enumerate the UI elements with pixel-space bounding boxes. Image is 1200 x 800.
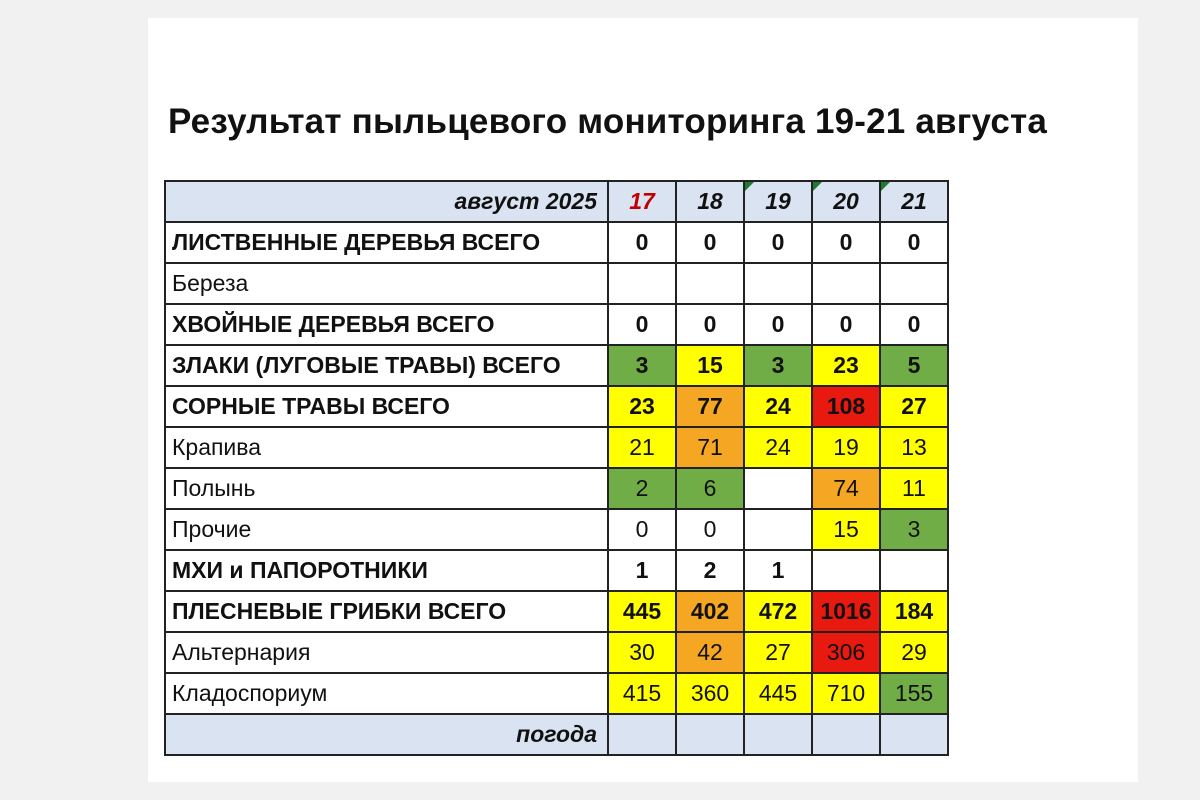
table-row	[165, 345, 948, 386]
value-cell: 27	[744, 632, 812, 673]
value-cell: 30	[608, 632, 676, 673]
row-label: Альтернария	[165, 632, 608, 673]
value-cell: 3	[608, 345, 676, 386]
value-cell: 3	[744, 345, 812, 386]
value-cell: 0	[880, 304, 948, 345]
value-cell	[744, 263, 812, 304]
value-cell: 0	[608, 304, 676, 345]
row-label: Кладоспориум	[165, 673, 608, 714]
row-label: МХИ и ПАПОРОТНИКИ	[165, 550, 608, 591]
table-row	[165, 222, 948, 263]
value-cell: 0	[676, 304, 744, 345]
value-cell	[608, 263, 676, 304]
value-cell: 15	[812, 509, 880, 550]
weather-row	[165, 714, 948, 755]
value-cell: 24	[744, 386, 812, 427]
value-cell: 23	[608, 386, 676, 427]
row-label: ЗЛАКИ (ЛУГОВЫЕ ТРАВЫ) ВСЕГО	[165, 345, 608, 386]
day-header-19: 19	[744, 181, 812, 222]
value-cell: 0	[744, 304, 812, 345]
value-cell: 6	[676, 468, 744, 509]
value-cell: 15	[676, 345, 744, 386]
day-header-17: 17	[608, 181, 676, 222]
value-cell: 71	[676, 427, 744, 468]
day-header-18: 18	[676, 181, 744, 222]
value-cell: 0	[608, 509, 676, 550]
value-cell: 13	[880, 427, 948, 468]
row-label: Полынь	[165, 468, 608, 509]
value-cell: 24	[744, 427, 812, 468]
row-label: СОРНЫЕ ТРАВЫ ВСЕГО	[165, 386, 608, 427]
row-label: ЛИСТВЕННЫЕ ДЕРЕВЬЯ ВСЕГО	[165, 222, 608, 263]
value-cell: 2	[676, 550, 744, 591]
value-cell: 5	[880, 345, 948, 386]
weather-cell	[676, 714, 744, 755]
value-cell	[812, 263, 880, 304]
value-cell	[880, 263, 948, 304]
weather-label: погода	[165, 714, 608, 755]
table-row	[165, 304, 948, 345]
table-row	[165, 263, 948, 304]
value-cell: 155	[880, 673, 948, 714]
day-header-20: 20	[812, 181, 880, 222]
value-cell: 710	[812, 673, 880, 714]
value-cell: 415	[608, 673, 676, 714]
value-cell: 0	[812, 304, 880, 345]
value-cell: 11	[880, 468, 948, 509]
weather-cell	[744, 714, 812, 755]
value-cell: 402	[676, 591, 744, 632]
value-cell: 27	[880, 386, 948, 427]
table-row	[165, 386, 948, 427]
value-cell: 445	[608, 591, 676, 632]
value-cell: 0	[880, 222, 948, 263]
value-cell: 306	[812, 632, 880, 673]
row-label: ПЛЕСНЕВЫЕ ГРИБКИ ВСЕГО	[165, 591, 608, 632]
value-cell: 3	[880, 509, 948, 550]
header-row	[165, 181, 948, 222]
value-cell: 184	[880, 591, 948, 632]
value-cell: 77	[676, 386, 744, 427]
value-cell: 2	[608, 468, 676, 509]
page-title: Результат пыльцевого мониторинга 19-21 августа	[168, 102, 1048, 141]
value-cell	[880, 550, 948, 591]
value-cell: 0	[744, 222, 812, 263]
table-row	[165, 509, 948, 550]
value-cell: 472	[744, 591, 812, 632]
table-row	[165, 427, 948, 468]
table-row	[165, 591, 948, 632]
table-row	[165, 468, 948, 509]
value-cell: 1	[608, 550, 676, 591]
table-row	[165, 673, 948, 714]
value-cell	[744, 509, 812, 550]
weather-cell	[608, 714, 676, 755]
value-cell	[676, 263, 744, 304]
table-row	[165, 550, 948, 591]
value-cell: 0	[812, 222, 880, 263]
pollen-monitoring-table	[164, 180, 949, 756]
row-label: Береза	[165, 263, 608, 304]
value-cell: 360	[676, 673, 744, 714]
value-cell: 1	[744, 550, 812, 591]
row-label: Прочие	[165, 509, 608, 550]
value-cell: 21	[608, 427, 676, 468]
value-cell: 1016	[812, 591, 880, 632]
row-label: ХВОЙНЫЕ ДЕРЕВЬЯ ВСЕГО	[165, 304, 608, 345]
weather-cell	[880, 714, 948, 755]
day-header-21: 21	[880, 181, 948, 222]
value-cell: 445	[744, 673, 812, 714]
value-cell: 0	[676, 222, 744, 263]
value-cell	[812, 550, 880, 591]
value-cell: 19	[812, 427, 880, 468]
value-cell: 23	[812, 345, 880, 386]
table-row	[165, 632, 948, 673]
value-cell: 108	[812, 386, 880, 427]
row-label: Крапива	[165, 427, 608, 468]
weather-cell	[812, 714, 880, 755]
value-cell: 29	[880, 632, 948, 673]
value-cell: 74	[812, 468, 880, 509]
value-cell	[744, 468, 812, 509]
value-cell: 0	[676, 509, 744, 550]
value-cell: 42	[676, 632, 744, 673]
value-cell: 0	[608, 222, 676, 263]
month-label: август 2025	[165, 181, 608, 222]
